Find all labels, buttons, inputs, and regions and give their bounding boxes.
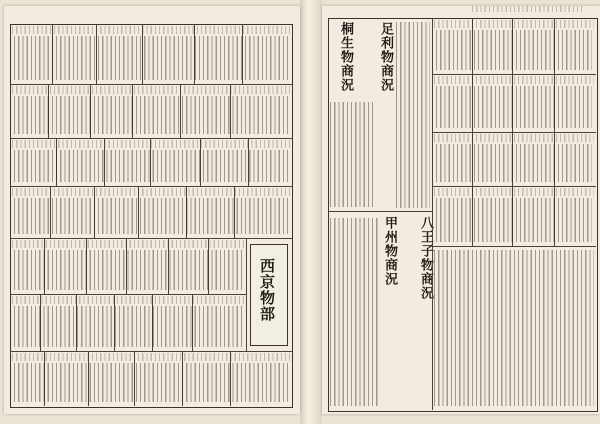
price-text-block bbox=[436, 198, 592, 242]
table-header-row bbox=[12, 26, 290, 34]
heading-kiryu: 桐生物商況 bbox=[338, 22, 353, 92]
section-label: 西京物部 bbox=[258, 258, 276, 322]
market-report-text bbox=[330, 102, 376, 207]
column-divider bbox=[246, 238, 247, 351]
price-text-block bbox=[14, 250, 242, 290]
price-text-block bbox=[14, 363, 288, 402]
row-divider bbox=[10, 294, 246, 295]
table-header-row bbox=[434, 188, 594, 196]
running-head bbox=[472, 6, 582, 12]
table-header-row bbox=[434, 20, 594, 28]
price-text-block bbox=[14, 36, 288, 80]
price-text-block bbox=[14, 96, 288, 134]
row-divider bbox=[10, 138, 292, 139]
price-text-block bbox=[436, 86, 592, 128]
page-gutter bbox=[300, 0, 322, 424]
price-text-block bbox=[14, 150, 288, 182]
table-header-row bbox=[12, 188, 290, 196]
table-header-row bbox=[434, 76, 594, 84]
row-divider bbox=[432, 186, 596, 187]
market-report-text bbox=[434, 250, 594, 406]
heading-ashikaga: 足利物商況 bbox=[378, 22, 393, 92]
row-divider bbox=[10, 238, 292, 239]
row-divider bbox=[432, 132, 596, 133]
table-header-row bbox=[12, 353, 290, 361]
table-header-row bbox=[12, 240, 244, 248]
price-text-block bbox=[436, 30, 592, 70]
left-page bbox=[4, 6, 300, 414]
price-text-block bbox=[14, 306, 242, 347]
column-divider bbox=[432, 18, 433, 410]
row-divider bbox=[10, 351, 292, 352]
price-text-block bbox=[14, 198, 288, 234]
market-report-text bbox=[330, 218, 378, 406]
row-divider bbox=[328, 211, 432, 212]
heading-hachioji: 八王子物商況 bbox=[418, 216, 433, 300]
row-divider bbox=[10, 186, 292, 187]
row-divider bbox=[432, 74, 596, 75]
heading-koshu: 甲州物商況 bbox=[382, 216, 397, 286]
price-text-block bbox=[436, 144, 592, 182]
table-header-row bbox=[12, 86, 290, 94]
row-divider bbox=[10, 84, 292, 85]
market-report-text bbox=[396, 22, 430, 208]
table-header-row bbox=[12, 296, 244, 304]
table-header-row bbox=[434, 134, 594, 142]
row-divider bbox=[432, 246, 596, 247]
right-page bbox=[322, 6, 600, 414]
